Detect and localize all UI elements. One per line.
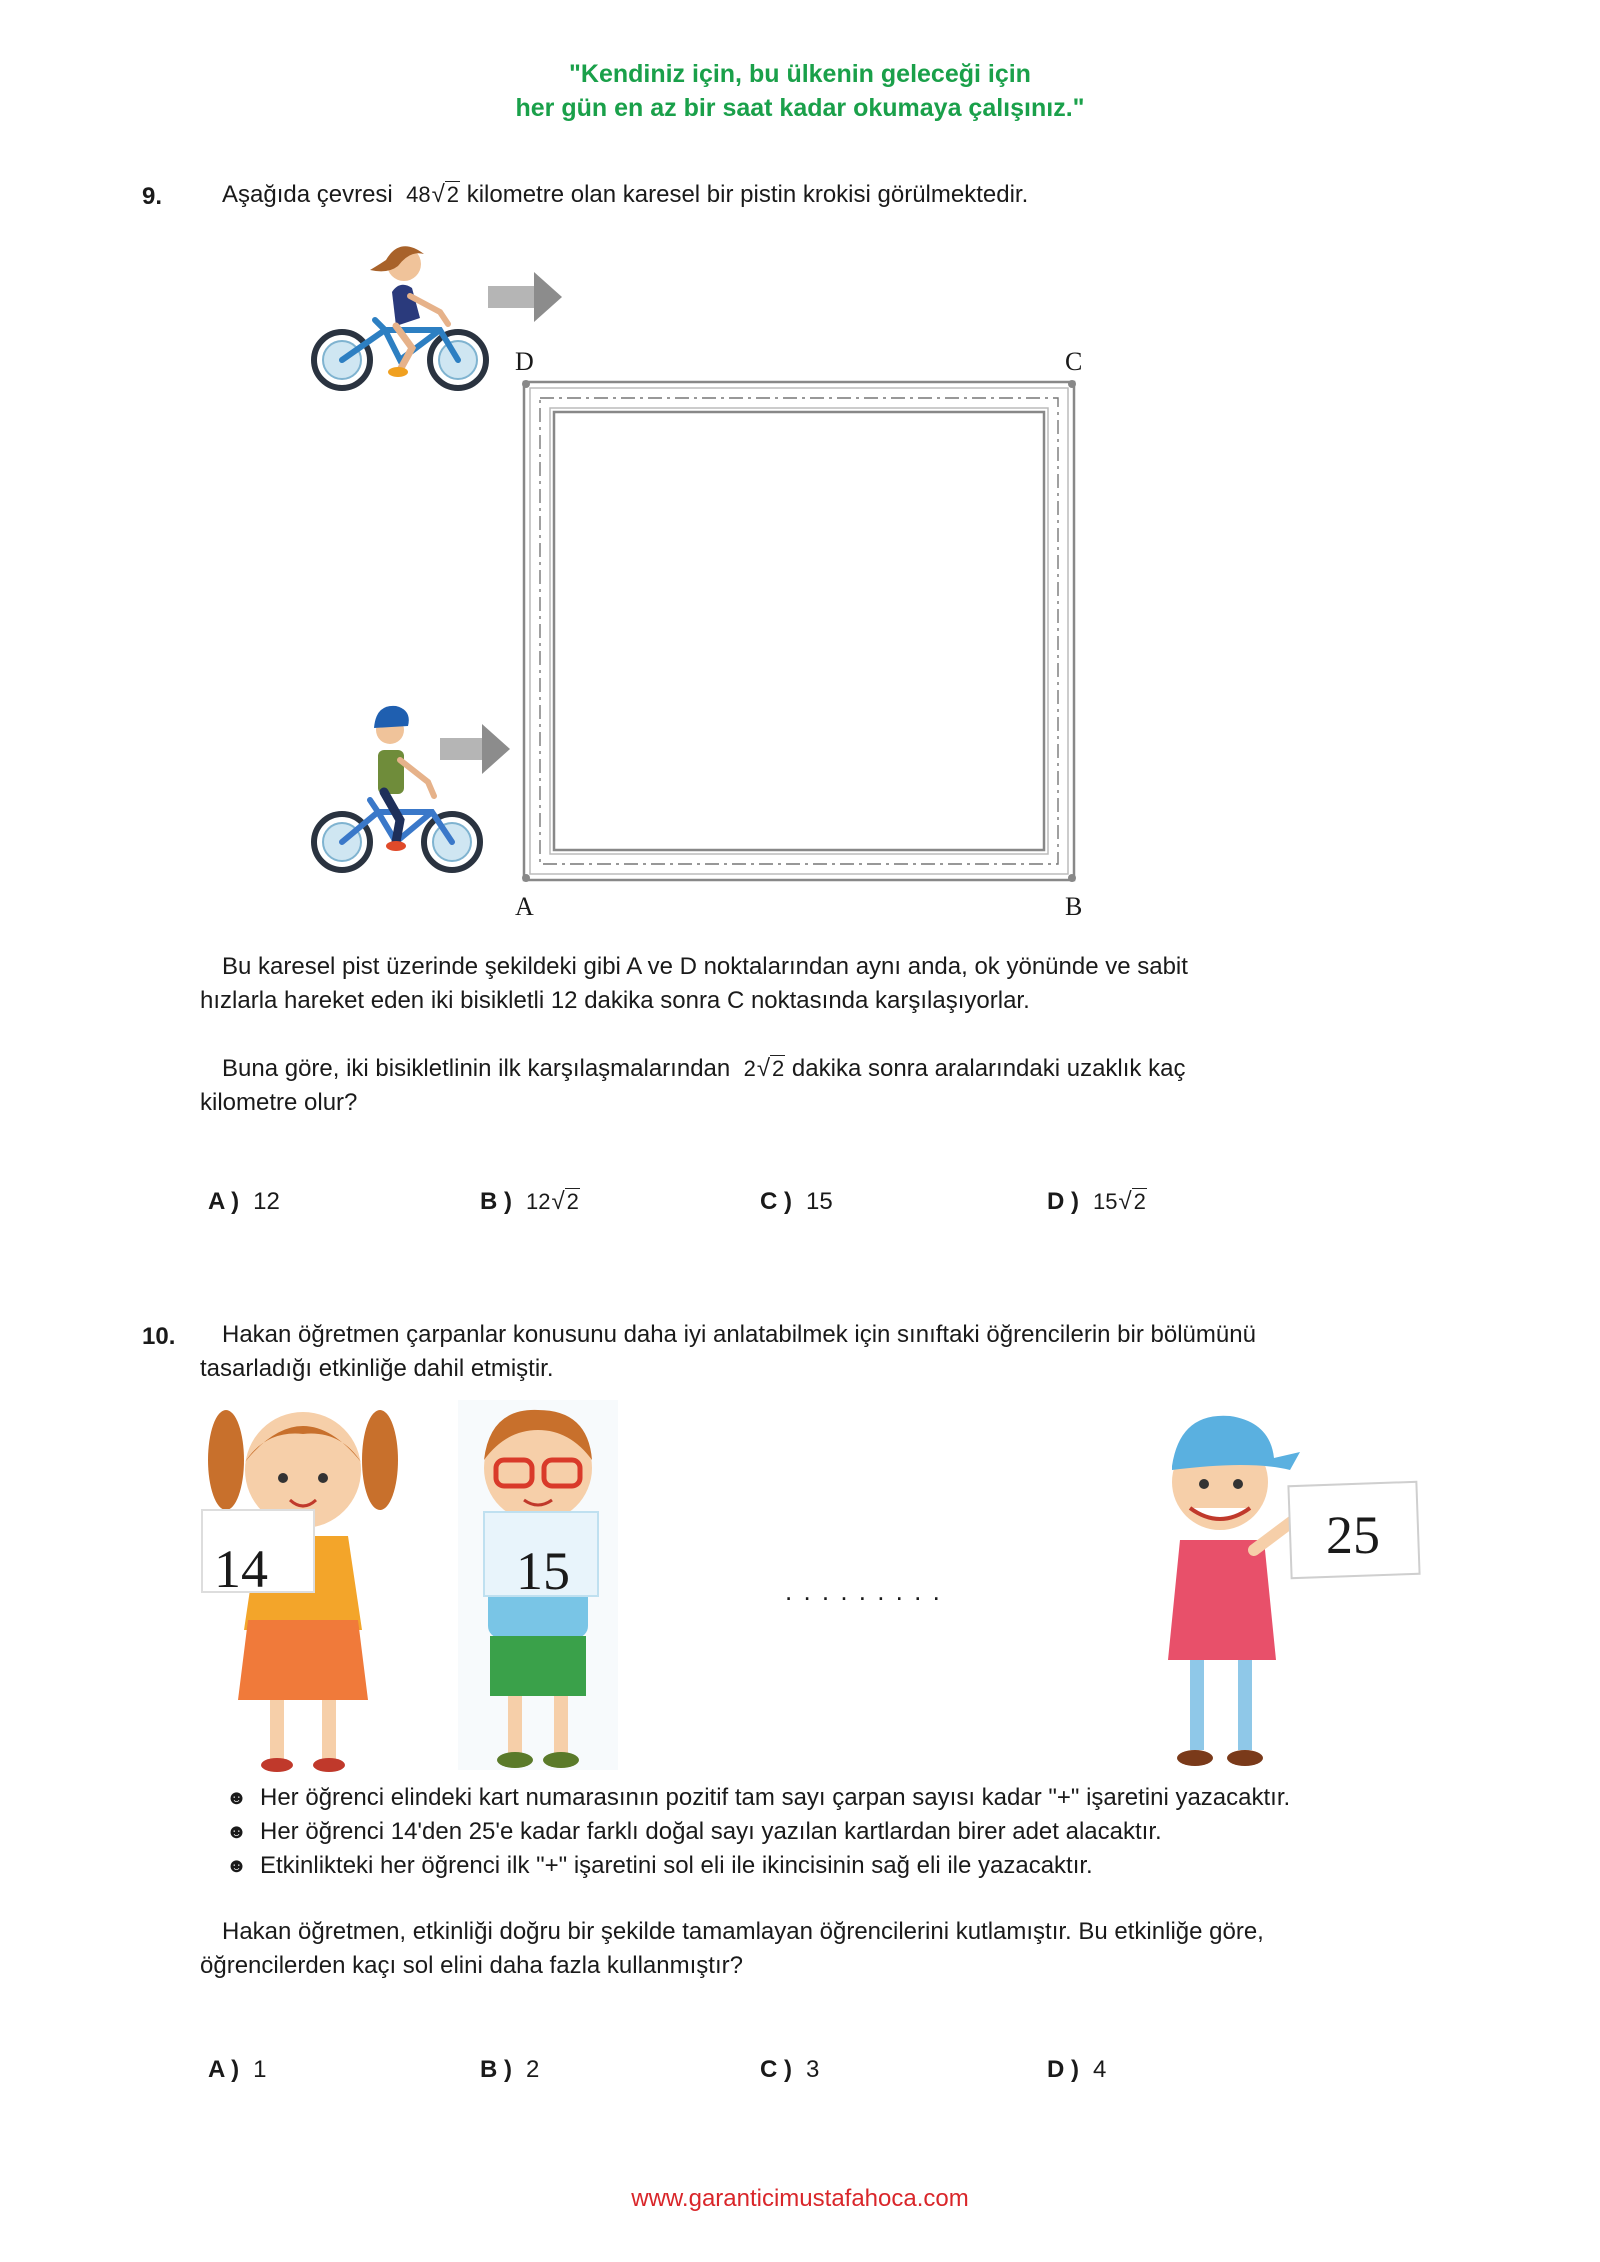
q9-para1-line1: Bu karesel pist üzerinde şekildeki gibi A ve D noktalarından aynı anda, ok yönünde ve sabit bbox=[222, 953, 1188, 980]
arrow-right-icon bbox=[488, 272, 562, 322]
smiley-icon: ☻ bbox=[226, 1787, 248, 1809]
track-outer-edge bbox=[524, 382, 1074, 880]
option-label: D ) bbox=[1047, 2056, 1079, 2083]
q9-option-d[interactable] bbox=[1047, 1188, 1147, 1216]
q10-option-c[interactable] bbox=[760, 2056, 819, 2084]
track-center-line bbox=[540, 398, 1058, 864]
intro-text-before: Aşağıda çevresi bbox=[222, 181, 393, 208]
q9-para1-line2: hızlarla hareket eden iki bisikletli 12 dakika sonra C noktasında karşılaşıyorlar. bbox=[200, 987, 1030, 1014]
track-inner-edge bbox=[554, 412, 1044, 850]
sqrt-icon: √ bbox=[1118, 1188, 1132, 1215]
q10-intro-line2: tasarladığı etkinliğe dahil etmiştir. bbox=[200, 1355, 554, 1382]
rule-item bbox=[222, 1849, 1290, 1883]
time-radicand: 2 bbox=[772, 1056, 785, 1081]
option-value: 3 bbox=[806, 2056, 820, 2083]
option-label: A ) bbox=[208, 1188, 240, 1215]
option-value: 4 bbox=[1093, 2056, 1107, 2083]
q9-para2-line2: kilometre olur? bbox=[200, 1089, 358, 1116]
option-radicand: 2 bbox=[1133, 1189, 1146, 1214]
option-label: C ) bbox=[760, 1188, 792, 1215]
ellipsis-dots: . . . . . . . . . bbox=[785, 1576, 942, 1606]
q10-option-d[interactable] bbox=[1047, 2056, 1106, 2084]
option-value: 1 bbox=[253, 2056, 267, 2083]
option-value: 2 bbox=[526, 2056, 540, 2083]
q10-para-line1: Hakan öğretmen, etkinliği doğru bir şekilde tamamlayan öğrencilerini kutlamıştır. Bu etkinliğe göre, bbox=[222, 1918, 1264, 1945]
sqrt-icon: √ bbox=[431, 181, 445, 208]
q10-option-b[interactable] bbox=[480, 2056, 539, 2084]
track-outer-edge-2 bbox=[530, 388, 1068, 874]
card-25-number: 25 bbox=[1326, 1505, 1380, 1565]
para2-before: Buna göre, iki bisikletlinin ilk karşılaşmalarından bbox=[222, 1055, 731, 1082]
perimeter-radical bbox=[406, 178, 460, 212]
q9-option-a[interactable] bbox=[208, 1188, 280, 1216]
card-14-number: 14 bbox=[214, 1539, 268, 1599]
rule-item bbox=[222, 1781, 1290, 1815]
smiley-icon: ☻ bbox=[226, 1821, 248, 1843]
rule-text: Her öğrenci elindeki kart numarasının pozitif tam sayı çarpan sayısı kadar "+" işaretini yazacaktır. bbox=[260, 1784, 1291, 1811]
q9-option-b[interactable] bbox=[480, 1188, 580, 1216]
option-label: D ) bbox=[1047, 1188, 1079, 1215]
corner-dot-d bbox=[522, 380, 530, 388]
perimeter-coef: 48 bbox=[406, 182, 431, 207]
rule-text: Her öğrenci 14'den 25'e kadar farklı doğal sayı yazılan kartlardan birer adet alacaktır. bbox=[260, 1818, 1162, 1845]
option-radical bbox=[526, 1188, 580, 1216]
rules-list bbox=[222, 1781, 1290, 1883]
para2-after: dakika sonra aralarındaki uzaklık kaç bbox=[791, 1055, 1186, 1082]
option-radicand: 2 bbox=[566, 1189, 579, 1214]
option-label: B ) bbox=[480, 2056, 512, 2083]
option-coef: 12 bbox=[526, 1189, 551, 1214]
q9-para2-line1 bbox=[222, 1052, 1185, 1086]
corner-dot-c bbox=[1068, 380, 1076, 388]
time-radical bbox=[744, 1052, 786, 1086]
sqrt-icon: √ bbox=[551, 1188, 565, 1215]
q10-intro-line1: Hakan öğretmen çarpanlar konusunu daha iyi anlatabilmek için sınıftaki öğrencilerin bir bölümünü bbox=[222, 1321, 1256, 1348]
sqrt-icon: √ bbox=[756, 1055, 770, 1082]
q10-option-a[interactable] bbox=[208, 2056, 266, 2084]
option-label: C ) bbox=[760, 2056, 792, 2083]
corner-label-a: A bbox=[515, 892, 534, 921]
corner-label-b: B bbox=[1065, 892, 1083, 921]
motto-line-1: "Kendiniz için, bu ülkenin geleceği için bbox=[569, 60, 1031, 88]
intro-text-after: kilometre olan karesel bir pistin krokisi görülmektedir. bbox=[466, 181, 1029, 208]
q10-para-line2: öğrencilerden kaçı sol elini daha fazla kullanmıştır? bbox=[200, 1952, 743, 1979]
footer-url-link[interactable]: www.garanticimustafahoca.com bbox=[631, 2185, 969, 2212]
rule-item bbox=[222, 1815, 1290, 1849]
option-value: 12 bbox=[253, 1188, 280, 1215]
arrow-right-icon bbox=[440, 724, 510, 774]
girl-cyclist-icon bbox=[314, 246, 486, 388]
boy-cyclist-icon bbox=[314, 706, 480, 870]
question-9-number: 9. bbox=[142, 183, 163, 210]
corner-dot-b bbox=[1068, 874, 1076, 882]
question-9-intro bbox=[222, 178, 1028, 212]
motto-line-2: her gün en az bir saat kadar okumaya çalışınız." bbox=[515, 94, 1085, 122]
perimeter-radicand: 2 bbox=[446, 182, 460, 207]
q9-option-c[interactable] bbox=[760, 1188, 833, 1216]
corner-label-c: C bbox=[1065, 347, 1083, 376]
rule-text: Etkinlikteki her öğrenci ilk "+" işaretini sol eli ile ikincisinin sağ eli ile yazacaktır. bbox=[260, 1852, 1093, 1879]
track-diagram bbox=[300, 230, 1120, 930]
option-label: B ) bbox=[480, 1188, 512, 1215]
smiley-icon: ☻ bbox=[226, 1855, 248, 1877]
question-10-number: 10. bbox=[142, 1323, 176, 1350]
card-15-number: 15 bbox=[516, 1541, 570, 1601]
option-coef: 15 bbox=[1093, 1189, 1118, 1214]
capped-girl-student-icon bbox=[1168, 1416, 1300, 1766]
track-inner-edge-2 bbox=[550, 408, 1048, 854]
option-label: A ) bbox=[208, 2056, 240, 2083]
option-value: 15 bbox=[806, 1188, 833, 1215]
corner-label-d: D bbox=[515, 347, 534, 376]
option-radical bbox=[1093, 1188, 1147, 1216]
corner-dot-a bbox=[522, 874, 530, 882]
time-coef: 2 bbox=[743, 1056, 756, 1081]
